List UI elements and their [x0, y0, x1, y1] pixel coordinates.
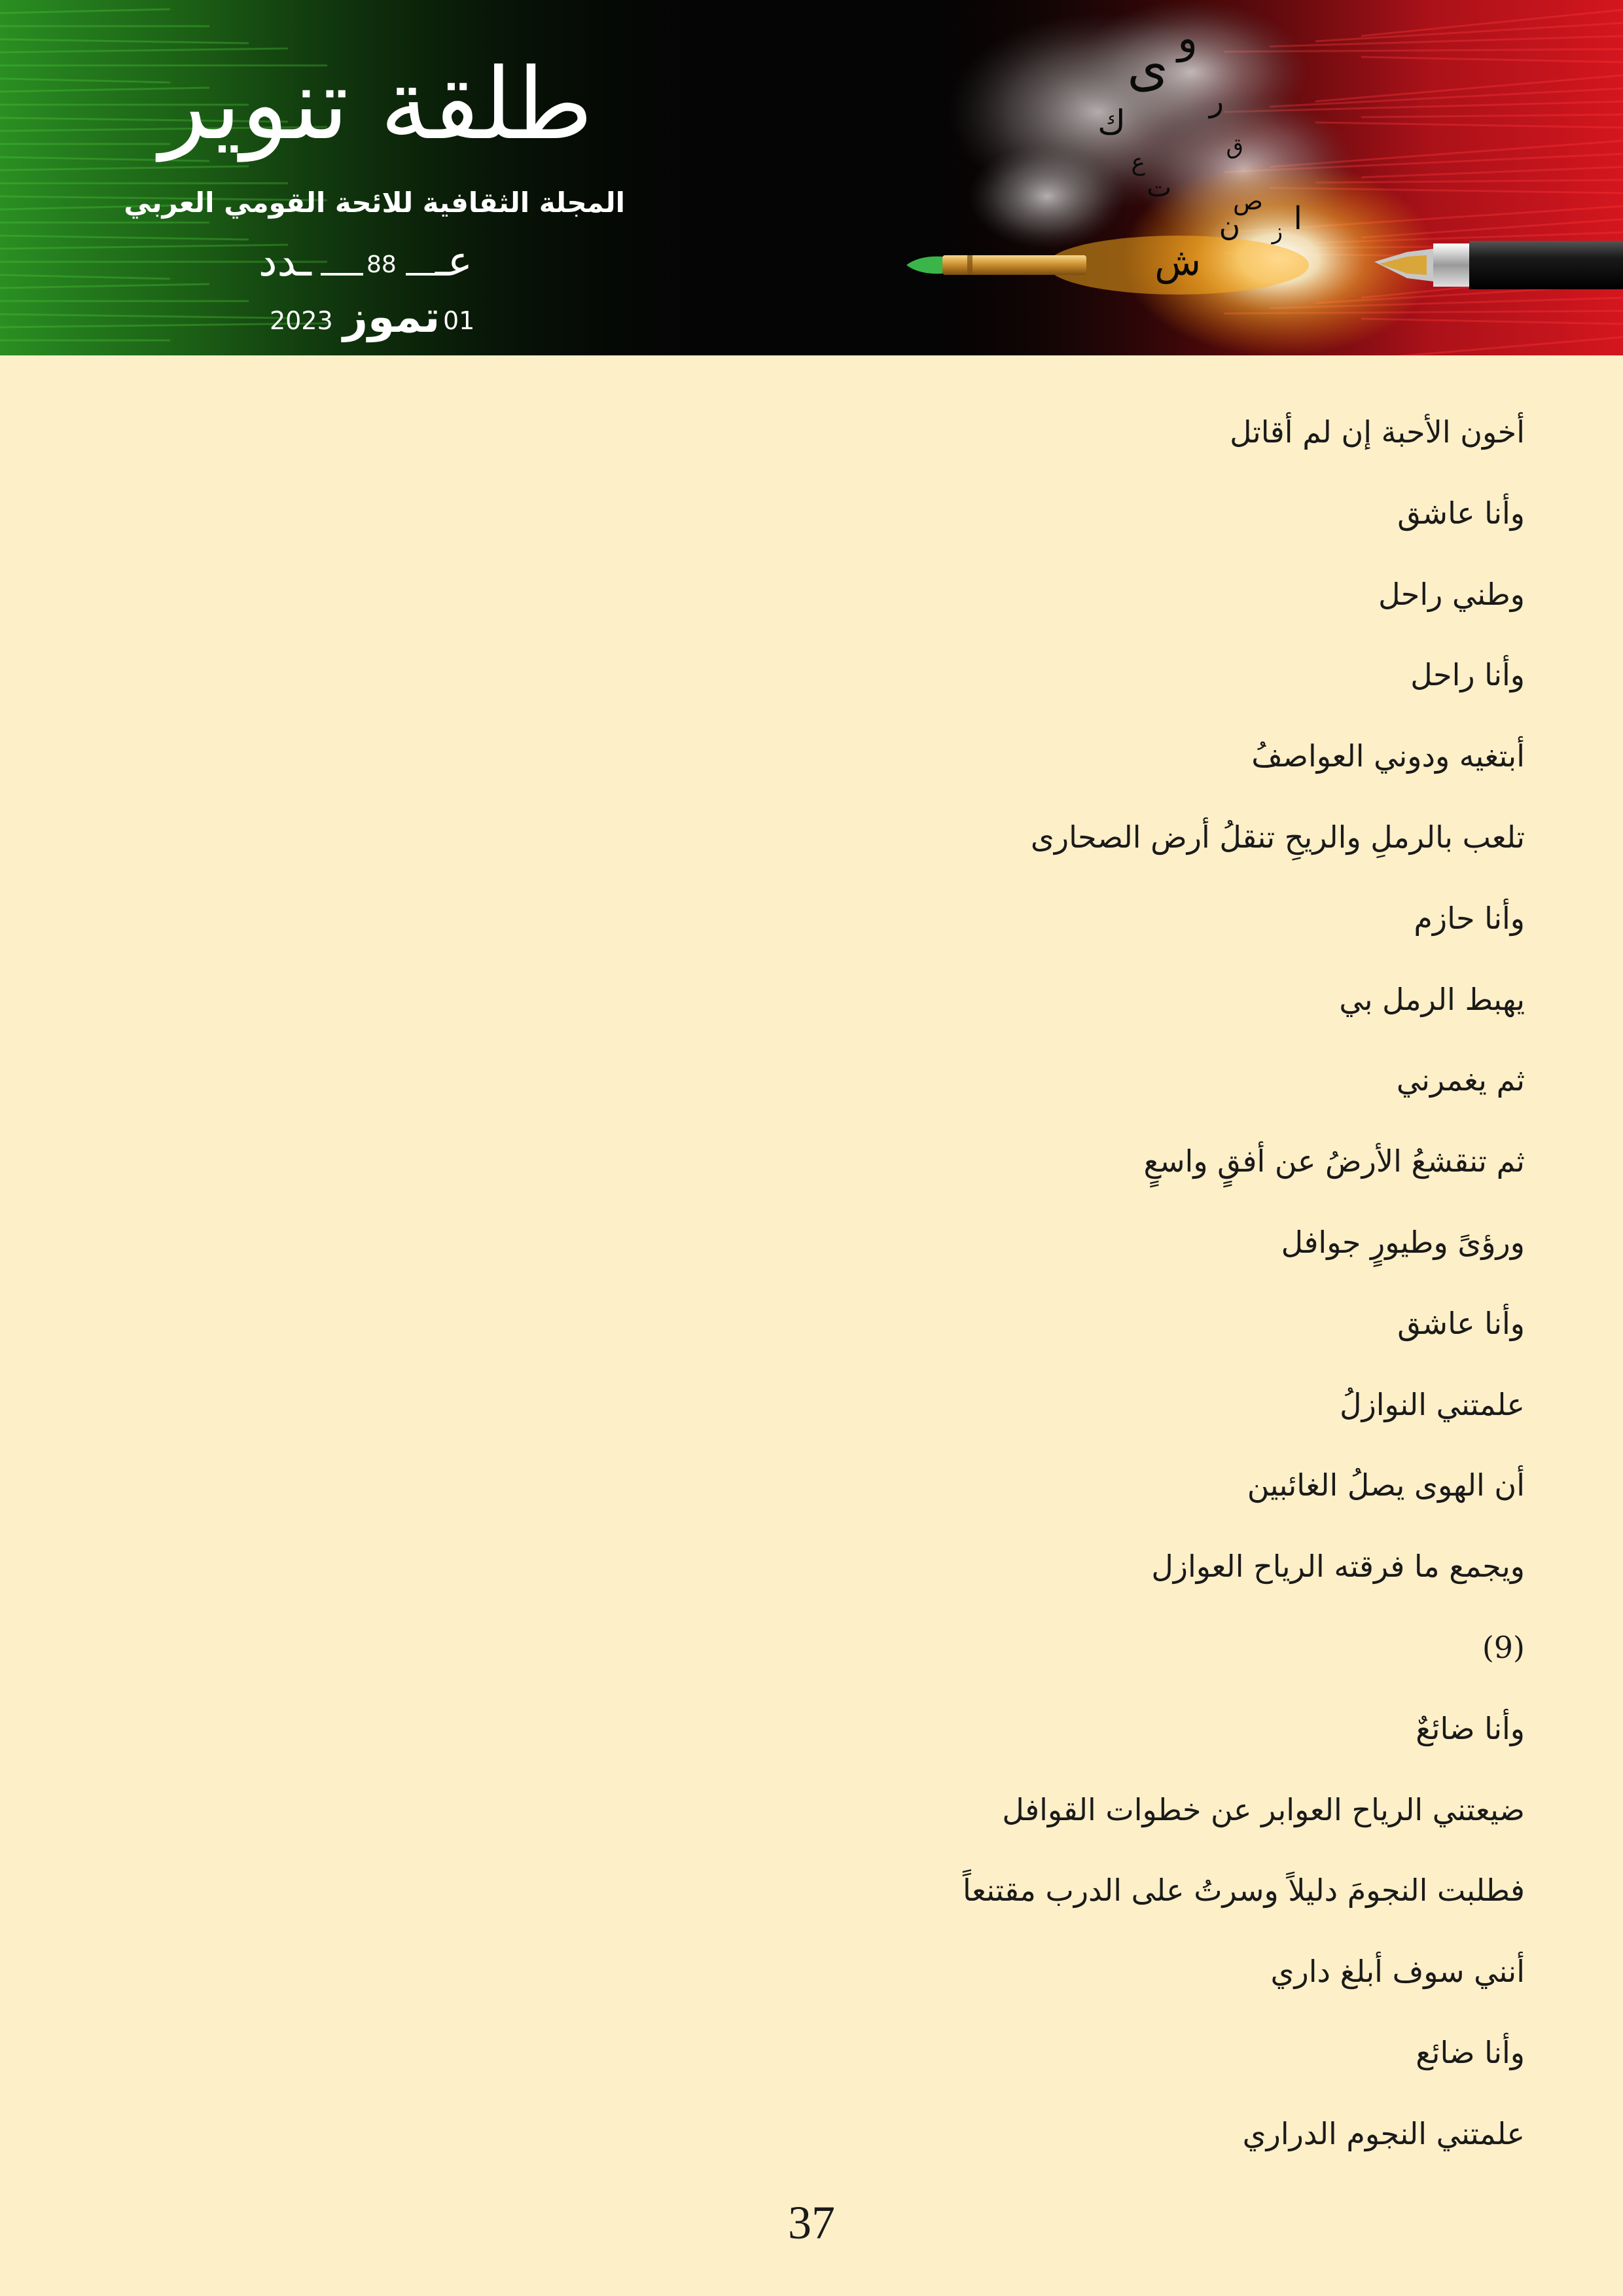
poem-line: ويجمع ما فرقته الرياح العوازل	[1151, 1549, 1525, 1585]
page-number: 37	[788, 2197, 835, 2249]
issue-word-end: ـدد	[259, 238, 312, 286]
bullet-icon	[906, 255, 1086, 275]
poem-line: ضيعتني الرياح العوابر عن خطوات القوافل	[1002, 1791, 1525, 1827]
poem-line: أنني سوف أبلغ داري	[1270, 1954, 1525, 1990]
issue-word-start: عـ	[435, 238, 473, 286]
poem-line: علمتني النوازلُ	[1340, 1386, 1525, 1422]
smoke-letter: ك	[1097, 103, 1126, 143]
header-banner	[0, 0, 1623, 355]
poem-body	[543, 406, 1525, 2189]
poem-line: ثم تنقشعُ الأرضُ عن أفقٍ واسعٍ	[1143, 1143, 1525, 1179]
magazine-title: طلقة تنوير	[159, 48, 594, 162]
smoke-letter: ش	[1154, 240, 1201, 284]
smoke-letter: ن	[1219, 209, 1240, 243]
poem-line: (9)	[1482, 1629, 1525, 1665]
date-year: 2023	[270, 306, 333, 335]
poem-line: وأنا راحل	[1410, 657, 1525, 693]
magazine-subtitle: المجلة الثقافية للائحة القومي العربي	[124, 187, 625, 219]
poem-line: فطلبت النجومَ دليلاً وسرتُ على الدرب مقتنعاً	[963, 1873, 1525, 1909]
poem-line: ورؤىً وطيورٍ جوافل	[1281, 1224, 1525, 1260]
issue-rule-left	[321, 273, 363, 276]
poem-line: يهبط الرمل بي	[1339, 981, 1525, 1017]
smoke-letter: ز	[1272, 219, 1283, 245]
smoke-letter: ع	[1131, 149, 1145, 176]
poem-line: وطني راحل	[1378, 576, 1525, 612]
date-month: تموز	[343, 292, 440, 342]
smoke-letter: ر	[1209, 83, 1224, 118]
poem-line: وأنا ضائعٌ	[1416, 1710, 1525, 1746]
poem-line: تلعب بالرملِ والريحِ تنقلُ أرض الصحارى	[1030, 819, 1525, 855]
poem-line: ثم يغمرني	[1396, 1062, 1525, 1098]
issue-label	[259, 239, 481, 285]
smoke-letter: ا	[1293, 200, 1302, 237]
issue-number: 88	[366, 251, 397, 278]
issue-rule-right	[406, 273, 435, 276]
poem-line: وأنا عاشق	[1397, 495, 1525, 531]
date-day: 01	[443, 306, 475, 335]
poem-line: وأنا عاشق	[1397, 1305, 1525, 1341]
smoke-letter: ى	[1127, 37, 1168, 98]
smoke-letter: ت	[1147, 173, 1171, 203]
poem-line: أخون الأحبة إن لم أقاتل	[1230, 414, 1525, 450]
poem-line: علمتني النجوم الدراري	[1242, 2115, 1525, 2151]
issue-date	[270, 291, 479, 344]
poem-line: أبتغيه ودوني العواصفُ	[1251, 738, 1525, 774]
smoke-letter: ق	[1226, 134, 1243, 160]
poem-line: أن الهوى يصلُ الغائبين	[1247, 1467, 1525, 1503]
smoke-letter: ص	[1233, 187, 1263, 215]
poem-line: وأنا حازم	[1414, 900, 1525, 936]
poem-line: وأنا ضائع	[1416, 2034, 1525, 2070]
smoke-letter: و	[1177, 14, 1198, 63]
